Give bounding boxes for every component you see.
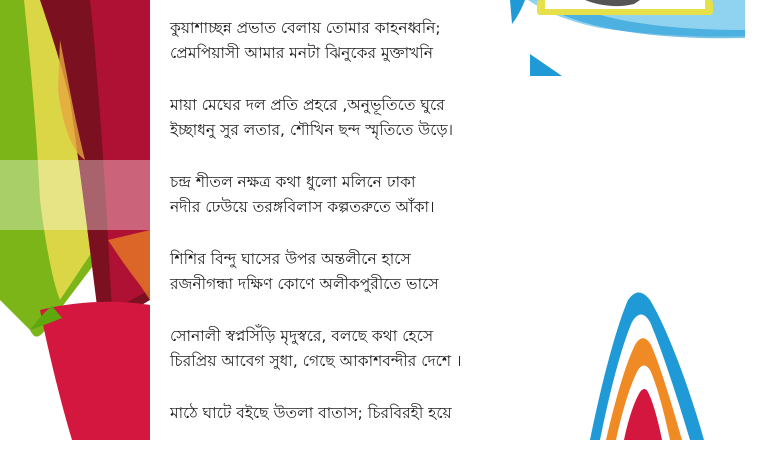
stanza bbox=[170, 324, 510, 374]
stanza bbox=[170, 16, 510, 66]
top-right-decoration bbox=[510, 0, 745, 76]
poem-line: শিশির বিন্দু ঘাসের উপর অন্তলীনে হাসে bbox=[170, 250, 411, 268]
stanza bbox=[170, 93, 510, 143]
poem-line: চন্দ্র শীতল নক্ষত্র কথা ধুলো মলিনে ঢাকা bbox=[170, 173, 416, 191]
poem-line: সোনালী স্বপ্নসিঁড়ি মৃদুস্বরে, বলছে কথা হেসে bbox=[170, 327, 434, 345]
poem-line: কুয়াশাচ্ছন্ন প্রভাত বেলায় তোমার কাহনধ্বনি; bbox=[170, 19, 441, 37]
poem-line: মায়া মেঘের দল প্রতি প্রহরে ,অনুভূতিতে ঘুরে bbox=[170, 96, 445, 114]
left-gradient-band bbox=[0, 0, 150, 440]
stanza bbox=[170, 247, 510, 297]
stanza bbox=[170, 170, 510, 220]
stanza bbox=[170, 401, 510, 426]
bottom-right-arch bbox=[590, 293, 704, 441]
poem-line: নদীর ঢেউয়ে তরঙ্গবিলাস কল্পতরুতে আঁকা। bbox=[170, 198, 435, 216]
poem-line: চিরপ্রিয় আবেগ সুধা, গেছে আকাশবন্দীর দেশে । bbox=[170, 352, 462, 370]
poem-line: মাঠে ঘাটে বইছে উতলা বাতাস; চিরবিরহী হয়ে bbox=[170, 404, 452, 422]
poem-line: ইচ্ছাধনু সুর লতার, শৌখিন ছন্দ স্মৃতিতে উড়ে। bbox=[170, 121, 454, 139]
poem bbox=[170, 16, 510, 453]
poem-line: রজনীগন্ধা দক্ষিণ কোণে অলীকপুরীতে ভাসে bbox=[170, 275, 439, 293]
poem-line: প্রেমপিয়াসী আমার মনটা ঝিনুকের মুক্তাখনি bbox=[170, 44, 433, 62]
